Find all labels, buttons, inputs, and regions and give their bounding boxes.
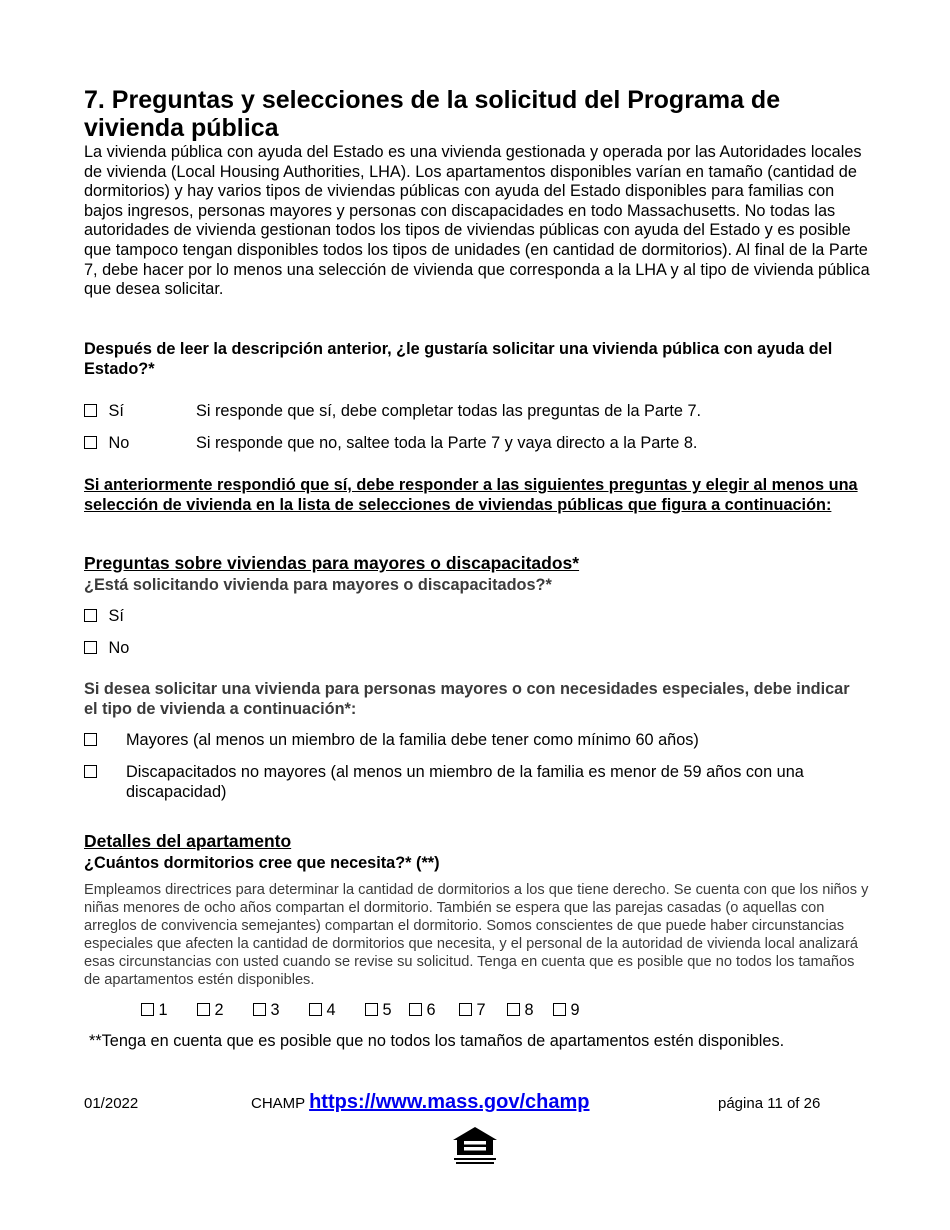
q1-option-no[interactable] xyxy=(84,433,129,453)
checkbox[interactable] xyxy=(84,733,97,746)
bedroom-label: 5 xyxy=(382,1001,392,1019)
logo-caption-line xyxy=(456,1162,494,1164)
bedroom-option-7[interactable] xyxy=(459,1000,486,1020)
bedroom-label: 4 xyxy=(326,1001,336,1019)
bedroom-label: 2 xyxy=(214,1001,224,1019)
bedroom-option-2[interactable] xyxy=(197,1000,224,1020)
footer-page-number: página 11 of 26 xyxy=(718,1095,821,1112)
intro-paragraph: La vivienda pública con ayuda del Estado es una vivienda gestionada y operada por las Autoridades locales de vivienda (Local Housing Authorities, LHA). Los apartamentos disponibles varían en tamaño (cantidad de dormitorios) y hay varios tipos de viviendas públicas con ayuda del Estado disponibles para familias con bajos ingresos, personas mayores y personas con discapacidades en todo Massachusetts. No todas las autoridades de vivienda gestionan todos los tipos de viviendas públicas con ayuda del Estado y es posible que tampoco tengan disponibles todos los tipos de unidades (en cantidad de dormitorios). Al final de la Parte 7, debe hacer por lo menos una selección de vivienda que corresponda a la LHA y al tipo de vivienda pública que desea solicitar. xyxy=(84,143,870,299)
equal-housing-logo xyxy=(451,1126,499,1166)
housing-type-question: Si desea solicitar una vivienda para personas mayores o con necesidades especiales, debe indicar el tipo de vivienda a continuación*: xyxy=(84,680,850,718)
checkbox[interactable] xyxy=(409,1003,422,1016)
apartment-heading: Detalles del apartamento xyxy=(84,831,292,851)
bedroom-option-6[interactable] xyxy=(409,1000,436,1020)
bedroom-option-5[interactable] xyxy=(365,1000,392,1020)
elderly-question: ¿Está solicitando vivienda para mayores o discapacitados?* xyxy=(84,576,552,594)
housing-type-elderly-label: Mayores (al menos un miembro de la familia debe tener como mínimo 60 años) xyxy=(126,731,699,749)
housing-type-elderly[interactable] xyxy=(84,730,97,750)
option-label: Sí xyxy=(108,402,124,420)
bedrooms-description: Empleamos directrices para determinar la cantidad de dormitorios a los que tiene derecho. Se cuenta con que los niños y niñas menores de ocho años compartan el dormitorio. También se espera que las parejas casadas (o aquellas con arreglos de convivencia semejantes) compartan el dormitorio. Somos conscientes de que puede haber circunstancias especiales que afecten la cantidad de dormitorios que necesita, y el personal de la autoridad de vivienda local analizará esas circunstancias con usted cuando se revise su solicitud. Tenga en cuenta que es posible que no todos los tamaños de apartamentos estén disponibles. xyxy=(84,882,869,988)
bedroom-label: 6 xyxy=(426,1001,436,1019)
bedroom-option-3[interactable] xyxy=(253,1000,280,1020)
champ-link[interactable]: https://www.mass.gov/champ xyxy=(309,1091,590,1113)
housing-type-disabled-label: Discapacitados no mayores (al menos un miembro de la familia es menor de 59 años con una discapacidad) xyxy=(126,763,804,801)
bedroom-label: 3 xyxy=(270,1001,280,1019)
checkbox[interactable] xyxy=(309,1003,322,1016)
footer-champ xyxy=(251,1090,590,1116)
checkbox[interactable] xyxy=(84,609,97,622)
option-label: No xyxy=(108,639,130,657)
bedrooms-note: **Tenga en cuenta que es posible que no todos los tamaños de apartamentos estén disponibles. xyxy=(89,1032,785,1050)
equal-bar-bottom xyxy=(464,1147,486,1151)
bedroom-label: 9 xyxy=(570,1001,580,1019)
elderly-heading: Preguntas sobre viviendas para mayores o discapacitados* xyxy=(84,553,580,573)
checkbox[interactable] xyxy=(507,1003,520,1016)
elderly-option-yes[interactable] xyxy=(84,606,124,626)
instruction: Si anteriormente respondió que sí, debe responder a las siguientes preguntas y elegir al menos una selección de vivienda en la lista de selecciones de viviendas públicas que figura a continuación: xyxy=(84,476,858,514)
checkbox[interactable] xyxy=(84,404,97,417)
q1-option-yes-note: Si responde que sí, debe completar todas las preguntas de la Parte 7. xyxy=(196,402,702,420)
q1-option-yes[interactable] xyxy=(84,401,124,421)
bedroom-label: 7 xyxy=(476,1001,486,1019)
footer-date: 01/2022 xyxy=(84,1095,139,1112)
checkbox[interactable] xyxy=(553,1003,566,1016)
checkbox[interactable] xyxy=(365,1003,378,1016)
bedrooms-question: ¿Cuántos dormitorios cree que necesita?* (**) xyxy=(84,854,440,872)
bedroom-option-1[interactable] xyxy=(141,1000,168,1020)
checkbox[interactable] xyxy=(84,436,97,449)
bedroom-option-4[interactable] xyxy=(309,1000,336,1020)
page-title: 7. Preguntas y selecciones de la solicitud del Programa de vivienda pública xyxy=(84,86,781,142)
bedroom-label: 1 xyxy=(158,1001,168,1019)
checkbox[interactable] xyxy=(459,1003,472,1016)
footer-prefix: CHAMP xyxy=(251,1095,305,1112)
option-label: No xyxy=(108,434,130,452)
elderly-option-no[interactable] xyxy=(84,638,129,658)
q1-question: Después de leer la descripción anterior, ¿le gustaría solicitar una vivienda pública con ayuda del Estado?* xyxy=(84,340,833,378)
bedroom-label: 8 xyxy=(524,1001,534,1019)
checkbox[interactable] xyxy=(84,641,97,654)
bedroom-option-9[interactable] xyxy=(553,1000,580,1020)
checkbox[interactable] xyxy=(253,1003,266,1016)
checkbox[interactable] xyxy=(197,1003,210,1016)
checkbox[interactable] xyxy=(141,1003,154,1016)
checkbox[interactable] xyxy=(84,765,97,778)
logo-caption-line xyxy=(454,1158,496,1160)
q1-option-no-note: Si responde que no, saltee toda la Parte 7 y vaya directo a la Parte 8. xyxy=(196,434,698,452)
housing-type-disabled[interactable] xyxy=(84,762,97,782)
bedroom-option-8[interactable] xyxy=(507,1000,534,1020)
equal-bar-top xyxy=(464,1141,486,1145)
option-label: Sí xyxy=(108,607,124,625)
